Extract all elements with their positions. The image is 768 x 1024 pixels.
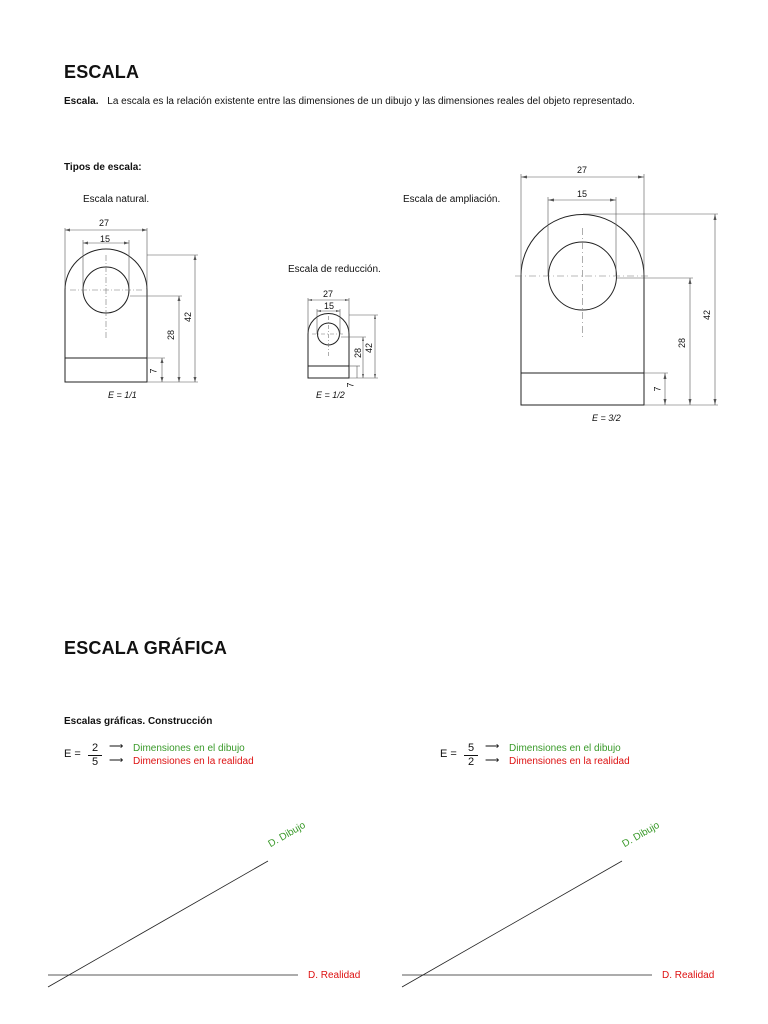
dim-width: 27 xyxy=(99,218,110,228)
dim-center: 28 xyxy=(353,347,364,359)
formula-prefix: E = xyxy=(64,748,81,760)
definition-label: Escala. xyxy=(64,96,99,107)
dim-center: 28 xyxy=(166,329,177,341)
arrow-icon: ⟶ xyxy=(485,755,500,766)
dim-hole: 15 xyxy=(577,189,588,199)
subheading: Escalas gráficas. Construcción xyxy=(64,716,213,727)
dim-base: 7 xyxy=(652,386,663,392)
dim-height: 42 xyxy=(702,309,713,321)
caption-natural: Escala natural. xyxy=(83,194,150,205)
line-label-dibujo: D. Dibujo xyxy=(620,819,662,850)
label-realidad: Dimensiones en la realidad xyxy=(133,756,254,767)
dim-hole: 15 xyxy=(324,301,335,311)
line-label-dibujo: D. Dibujo xyxy=(266,819,308,850)
formula-numerator: 2 xyxy=(91,742,99,754)
label-dibujo: Dimensiones en el dibujo xyxy=(509,743,621,754)
arrow-icon: ⟶ xyxy=(109,755,124,766)
line-label-realidad: D. Realidad xyxy=(308,970,361,981)
dim-base: 7 xyxy=(148,368,159,374)
formula-denominator: 5 xyxy=(91,756,99,768)
dim-width: 27 xyxy=(323,289,334,299)
arrow-icon: ⟶ xyxy=(485,741,500,752)
caption-reduccion: Escala de reducción. xyxy=(288,264,381,275)
dim-height: 42 xyxy=(183,311,194,323)
page-title: ESCALA xyxy=(64,62,140,82)
arrow-icon: ⟶ xyxy=(109,741,124,752)
line-label-realidad: D. Realidad xyxy=(662,970,715,981)
label-realidad: Dimensiones en la realidad xyxy=(509,756,630,767)
section-title: ESCALA GRÁFICA xyxy=(64,638,228,658)
definition xyxy=(64,96,635,107)
dim-width: 27 xyxy=(577,165,588,175)
types-heading: Tipos de escala: xyxy=(64,162,142,173)
caption-ampliacion: Escala de ampliación. xyxy=(403,194,501,205)
definition-text: La escala es la relación existente entre las dimensiones de un dibujo y las dimensiones reales del objeto representado. xyxy=(107,96,635,107)
formula-prefix: E = xyxy=(440,748,457,760)
dim-base: 7 xyxy=(345,382,356,388)
scale-label-ampliacion: E = 3/2 xyxy=(592,413,621,423)
scale-label-reduccion: E = 1/2 xyxy=(316,390,345,400)
dim-center: 28 xyxy=(677,337,688,349)
label-dibujo: Dimensiones en el dibujo xyxy=(133,743,245,754)
formula-denominator: 2 xyxy=(467,756,475,768)
dim-hole: 15 xyxy=(100,234,111,244)
formula-numerator: 5 xyxy=(467,742,475,754)
dim-height: 42 xyxy=(364,342,375,354)
scale-label-natural: E = 1/1 xyxy=(108,390,137,400)
